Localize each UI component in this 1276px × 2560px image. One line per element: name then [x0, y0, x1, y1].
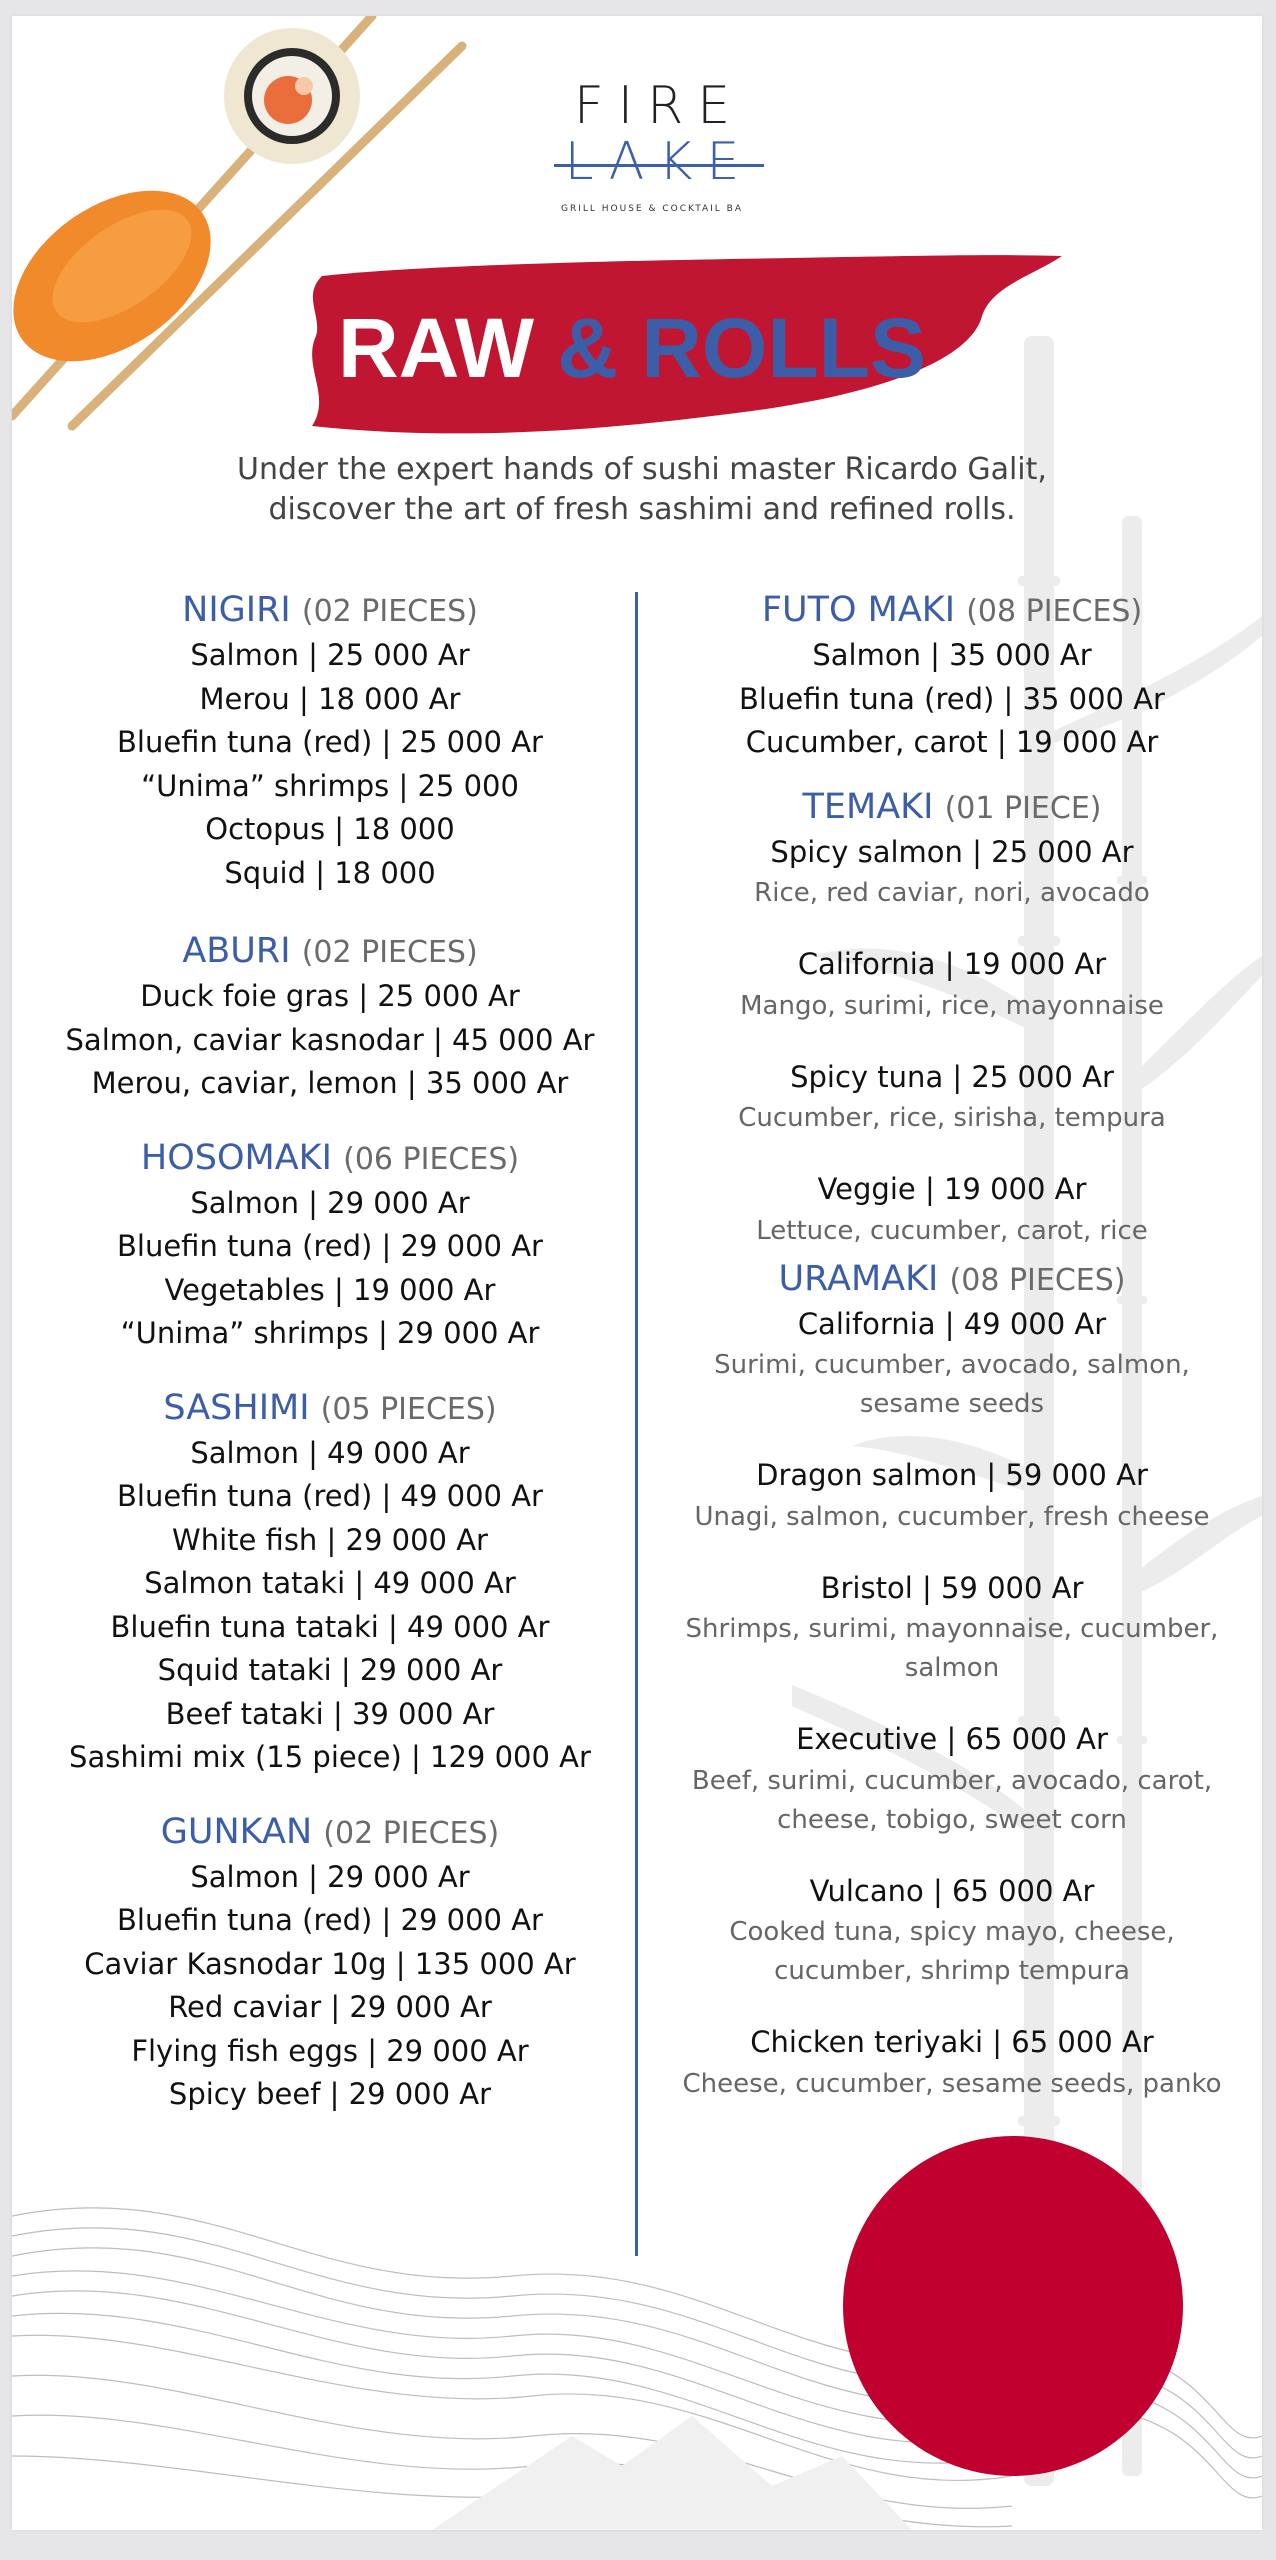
menu-item [40, 1693, 620, 1737]
menu-item [652, 721, 1252, 765]
menu-item [652, 1454, 1252, 1537]
item-name-price: California | 19 000 Ar [797, 947, 1107, 981]
item-name-price: Salmon tataki | 49 000 Ar [144, 1566, 516, 1600]
item-name-price: Spicy tuna | 25 000 Ar [790, 1059, 1114, 1094]
item-description: Mango, surimi, rice, mayonnaise [740, 990, 1164, 1021]
item-name-price: Salmon, caviar kasnodar | 45 000 Ar [65, 1022, 595, 1057]
item-description: sesame seeds [859, 1389, 1045, 1419]
item-description: Unagi, salmon, cucumber, fresh cheese [694, 1501, 1210, 1532]
section-name: NIGIRI [182, 590, 291, 630]
section-heading [40, 929, 620, 975]
item-name-price: Salmon | 25 000 Ar [190, 638, 470, 672]
item-name-price: Merou | 18 000 Ar [199, 681, 461, 716]
item-name-price: Dragon salmon | 59 000 Ar [756, 1458, 1148, 1492]
menu-section [40, 929, 620, 1106]
section-pieces: (05 PIECES) [320, 1391, 497, 1427]
section-pieces: (02 PIECES) [301, 594, 478, 629]
section-pieces: (08 PIECES) [949, 1262, 1126, 1298]
item-description: Cooked tuna, spicy mayo, cheese, [729, 1917, 1175, 1947]
item-description: Rice, red caviar, nori, avocado [754, 878, 1150, 908]
section-heading [652, 588, 1252, 634]
item-name-price: Flying fish eggs | 29 000 Ar [131, 2033, 529, 2068]
item-name-price: Red caviar | 29 000 Ar [168, 1990, 492, 2024]
item-description: Lettuce, cucumber, carot, rice [756, 1215, 1148, 1246]
menu-item [40, 1475, 620, 1519]
menu-item [652, 1870, 1252, 1992]
section-name: FUTO MAKI [761, 590, 956, 630]
red-sun-circle [843, 2136, 1183, 2476]
menu-section [652, 785, 1252, 1251]
item-description: cheese, tobigo, sweet corn [777, 1804, 1127, 1835]
menu-item [40, 2073, 620, 2117]
menu-item [652, 634, 1252, 678]
section-name: GUNKAN [160, 1811, 313, 1852]
item-description: cucumber, shrimp tempura [774, 1956, 1130, 1986]
item-name-price: Executive | 65 000 Ar [796, 1722, 1108, 1756]
item-name-price: Bluefin tuna (red) | 25 000 Ar [117, 725, 543, 759]
section-heading [40, 1386, 620, 1432]
brand-tagline: GRILL HOUSE & COCKTAIL BA [560, 204, 744, 214]
item-name-price: Vegetables | 19 000 Ar [164, 1272, 496, 1307]
section-heading [40, 1810, 620, 1856]
menu-item [40, 765, 620, 809]
menu-item [40, 2030, 620, 2074]
section-name: TEMAKI [802, 786, 934, 827]
menu-column-left [40, 588, 620, 2117]
section-name: HOSOMAKI [140, 1137, 332, 1178]
menu-item [40, 1432, 620, 1476]
menu-item [40, 678, 620, 722]
menu-item [40, 1606, 620, 1650]
item-name-price: Salmon | 29 000 Ar [190, 1859, 470, 1894]
item-name-price: “Unima” shrimps | 29 000 Ar [120, 1316, 540, 1350]
menu-section [40, 1386, 620, 1780]
section-name: URAMAKI [778, 1258, 939, 1299]
brand-name-lake: LAKE [546, 134, 772, 190]
intro-text: Under the expert hands of sushi master Ricardo Galit, discover the art of fresh sashimi and refined rolls. [237, 452, 1047, 527]
menu-section [40, 1136, 620, 1356]
menu-item [40, 1312, 620, 1356]
item-name-price: Spicy beef | 29 000 Ar [168, 2077, 492, 2111]
menu-item [40, 1943, 620, 1987]
section-pieces: (02 PIECES) [323, 1815, 500, 1851]
item-name-price: Cucumber, carot | 19 000 Ar [745, 725, 1159, 759]
menu-item [40, 1649, 620, 1693]
menu-item [40, 1562, 620, 1606]
item-name-price: Bristol | 59 000 Ar [820, 1570, 1084, 1605]
brand-logo [532, 78, 772, 214]
menu-page [12, 16, 1262, 2530]
item-description: Shrimps, surimi, mayonnaise, cucumber, [685, 1614, 1219, 1644]
item-name-price: Bluefin tuna (red) | 35 000 Ar [739, 681, 1165, 716]
menu-column-right [652, 588, 1252, 2104]
menu-item [652, 1303, 1252, 1425]
item-description: Surimi, cucumber, avocado, salmon, [714, 1350, 1190, 1380]
menu-section [652, 588, 1252, 765]
item-description: Cucumber, rice, sirisha, tempura [738, 1103, 1166, 1133]
section-heading [652, 785, 1252, 831]
item-name-price: Salmon | 49 000 Ar [190, 1435, 470, 1470]
menu-item [40, 1062, 620, 1106]
menu-item [652, 2021, 1252, 2104]
item-name-price: Salmon | 29 000 Ar [190, 1185, 470, 1220]
section-pieces: (02 PIECES) [301, 935, 478, 970]
item-name-price: Bluefin tuna (red) | 29 000 Ar [117, 1903, 543, 1937]
item-name-price: Chicken teriyaki | 65 000 Ar [750, 2025, 1154, 2059]
menu-item [652, 1567, 1252, 1689]
menu-item [40, 1182, 620, 1226]
menu-item [40, 1899, 620, 1943]
brand-name-fire: FIRE [573, 76, 745, 136]
item-name-price: Caviar Kasnodar 10g | 135 000 Ar [84, 1946, 576, 1981]
item-name-price: Merou, caviar, lemon | 35 000 Ar [91, 1066, 569, 1100]
item-name-price: Spicy salmon | 25 000 Ar [770, 834, 1134, 869]
section-heading [40, 1136, 620, 1182]
section-pieces: (01 PIECE) [944, 790, 1102, 826]
menu-section [40, 588, 620, 895]
item-name-price: Bluefin tuna (red) | 49 000 Ar [117, 1479, 543, 1513]
item-name-price: Squid tataki | 29 000 Ar [157, 1653, 503, 1687]
section-pieces: (08 PIECES) [966, 594, 1143, 629]
menu-item [652, 1718, 1252, 1840]
menu-item [40, 852, 620, 896]
menu-item [652, 1056, 1252, 1139]
menu-item [40, 634, 620, 678]
item-name-price: California | 49 000 Ar [797, 1306, 1107, 1341]
menu-item [40, 1019, 620, 1063]
menu-item [40, 808, 620, 852]
item-name-price: Duck foie gras | 25 000 Ar [140, 979, 520, 1013]
menu-section [652, 1257, 1252, 2104]
menu-item [40, 1225, 620, 1269]
item-name-price: White fish | 29 000 Ar [172, 1522, 488, 1557]
item-name-price: Salmon | 35 000 Ar [812, 638, 1092, 672]
menu-item [652, 831, 1252, 914]
menu-item [40, 1519, 620, 1563]
menu-item [40, 721, 620, 765]
item-description: Beef, surimi, cucumber, avocado, carot, [691, 1765, 1213, 1796]
menu-item [40, 1736, 620, 1780]
item-name-price: “Unima” shrimps | 25 000 [141, 768, 519, 803]
section-name: ABURI [182, 931, 291, 971]
column-divider [635, 592, 638, 2256]
section-heading [652, 1257, 1252, 1303]
menu-item [652, 943, 1252, 1026]
menu-item [652, 678, 1252, 722]
item-name-price: Veggie | 19 000 Ar [817, 1172, 1087, 1206]
menu-item [652, 1168, 1252, 1251]
item-name-price: Squid | 18 000 [224, 855, 436, 890]
menu-section [40, 1810, 620, 2117]
menu-item [40, 1269, 620, 1313]
section-name: SASHIMI [163, 1387, 310, 1428]
menu-item [40, 1986, 620, 2030]
page-title: RAW & ROLLS [338, 301, 926, 395]
section-pieces: (06 PIECES) [343, 1141, 520, 1177]
item-name-price: Sashimi mix (15 piece) | 129 000 Ar [69, 1740, 591, 1774]
menu-item [40, 1856, 620, 1900]
menu-item [40, 975, 620, 1019]
section-heading [40, 588, 620, 634]
item-name-price: Vulcano | 65 000 Ar [809, 1873, 1095, 1908]
item-description: Cheese, cucumber, sesame seeds, panko [682, 2068, 1222, 2099]
item-description: salmon [904, 1653, 1000, 1683]
item-name-price: Bluefin tuna tataki | 49 000 Ar [110, 1609, 550, 1644]
item-name-price: Octopus | 18 000 [205, 812, 455, 846]
item-name-price: Bluefin tuna (red) | 29 000 Ar [117, 1229, 543, 1263]
item-name-price: Beef tataki | 39 000 Ar [165, 1696, 495, 1731]
